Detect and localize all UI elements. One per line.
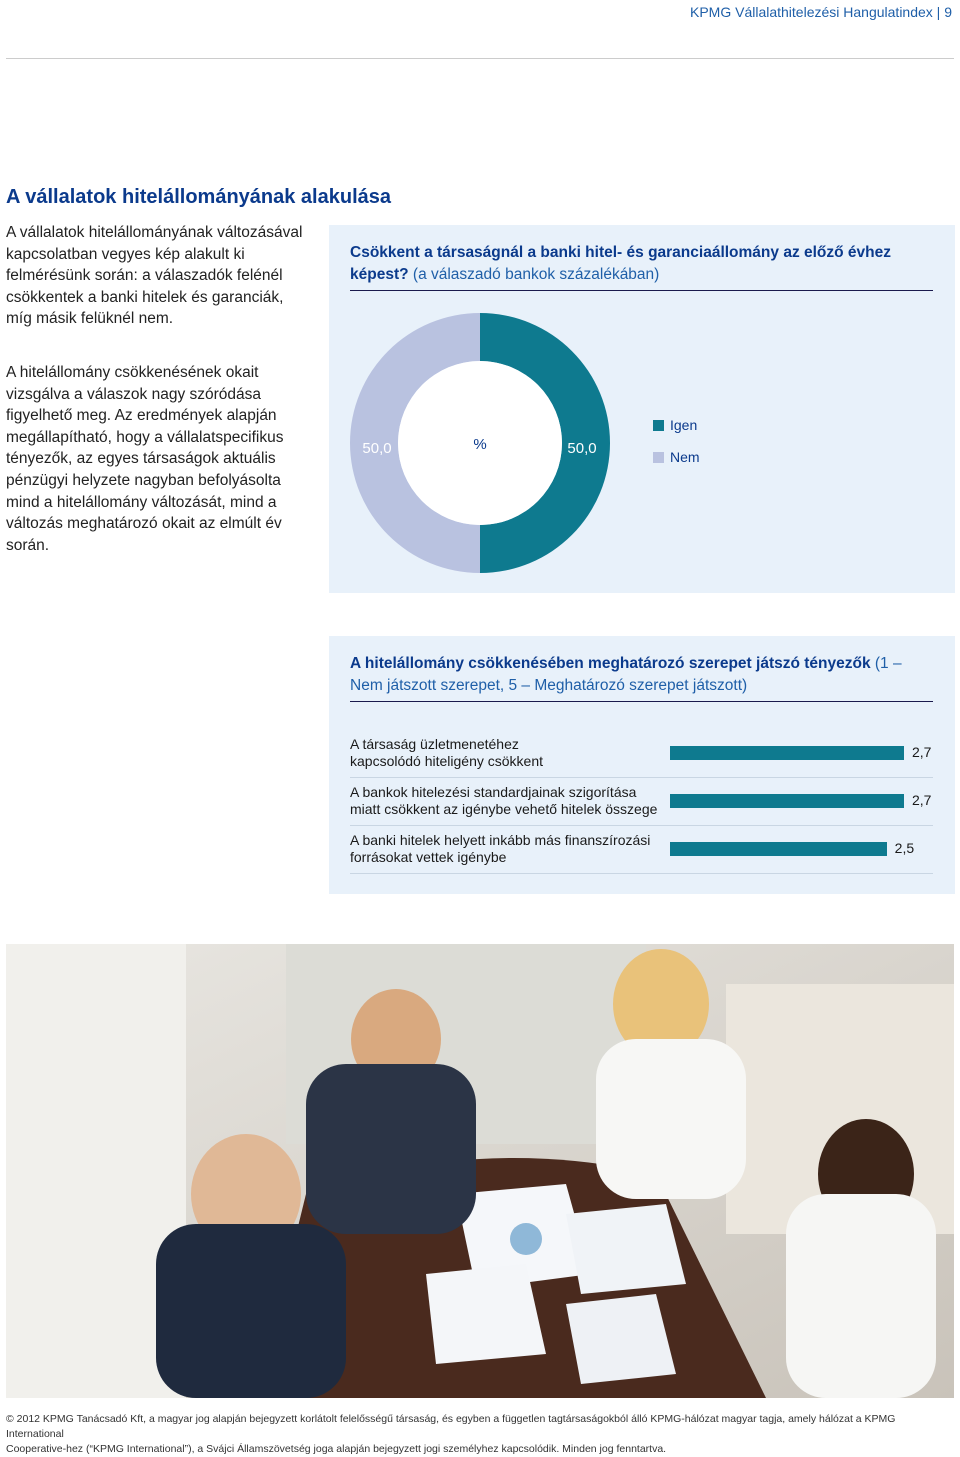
running-header: KPMG Vállalathitelezési Hangulatindex | 9 [689,4,952,20]
bar-category-label-line: forrásokat vettek igénybe [350,849,507,865]
bar-chart-panel [329,636,955,894]
legend-swatch-nem [653,452,664,463]
copyright-footer [6,1412,954,1457]
slice-label-nem: 50,0 [362,440,392,457]
bar-category-label [350,736,670,770]
bar-category-label [350,832,670,866]
slice-label-igen: 50,0 [567,440,597,457]
footer-line-2: Cooperative-hez (“KPMG International”), a Svájci Államszövetség joga alapján bejegyzett jogi személyhez kapcsolódik. Minden jog fenntartva. [6,1443,667,1455]
bar-category-label-line: miatt csökkent az igénybe vehető hitelek összege [350,801,658,817]
legend-swatch-igen [653,420,664,431]
bar-row-divider [350,873,933,874]
footer-line-1: © 2012 KPMG Tanácsadó Kft, a magyar jog alapján bejegyzett korlátolt felelősségű társaság, és egyben a független tagtársaságokból álló KPMG-hálózat magyar tagja, amely hálózat a KPMG International [6,1413,896,1440]
header-divider [6,58,954,59]
legend-label-igen: Igen [670,417,698,433]
meeting-photo [6,944,954,1398]
bar-value-label: 2,7 [912,744,932,760]
bar-value-label: 2,7 [912,792,932,808]
legend-label-nem: Nem [670,449,700,465]
bar [670,746,904,760]
bar-category-label-line: A bankok hitelezési standardjainak szigorítása [350,784,637,800]
bar-chart-title [350,653,935,697]
bar-category-label [350,784,670,818]
bar [670,794,904,808]
legend-item-igen [653,417,697,433]
donut-chart-panel [329,225,955,593]
bar-category-label-line: A társaság üzletmenetéhez [350,736,519,752]
bar-value-label: 2,5 [894,840,915,856]
intro-paragraph: A vállalatok hitelállományának változásával kapcsolatban vegyes kép alakult ki felmérésünk során: a válaszadók felénél csökkentek a banki hitelek és garanciák, míg másik felüknél nem. [6,224,303,328]
donut-chart [329,225,955,593]
section-title: A vállalatok hitelállományának alakulása [6,186,391,208]
bar-category-label-line: kapcsolódó hiteligény csökkent [350,753,544,769]
analysis-paragraph: A hitelállomány csökkenésének okait vizsgálva a válaszok nagy szóródása figyelhető meg. Az eredmények alapján megállapítható, hogy a vállalatspecifikus tényezők, az egyes társaságok aktuális pénzügyi helyzete nagyban befolyásolta mind a hitelállomány változását, mind a változás meghatározó okait az elmúlt év során. [6,364,284,554]
bar-row-divider [350,777,933,778]
bar-category-label-line: A banki hitelek helyett inkább más finanszírozási [350,832,651,848]
bar [670,842,887,856]
bar-chart-title-text: A hitelállomány csökkenésében meghatározó szerepet játszó tényezők [350,655,871,672]
legend-item-nem [653,449,700,465]
bar-chart-subtitle: (1 – Nem játszott szerepet, 5 – Meghatározó szerepet játszott) [350,655,902,694]
business-meeting-image [6,944,954,1398]
donut-center-label: % [473,436,487,453]
bar-row-divider [350,825,933,826]
bar-title-rule [350,701,933,702]
donut-chart-title-text: Csökkent a társaságnál a banki hitel- és garanciaállomány az előző évhez képest? [350,244,891,283]
donut-chart-subtitle: (a válaszadó bankok százalékában) [412,266,660,283]
